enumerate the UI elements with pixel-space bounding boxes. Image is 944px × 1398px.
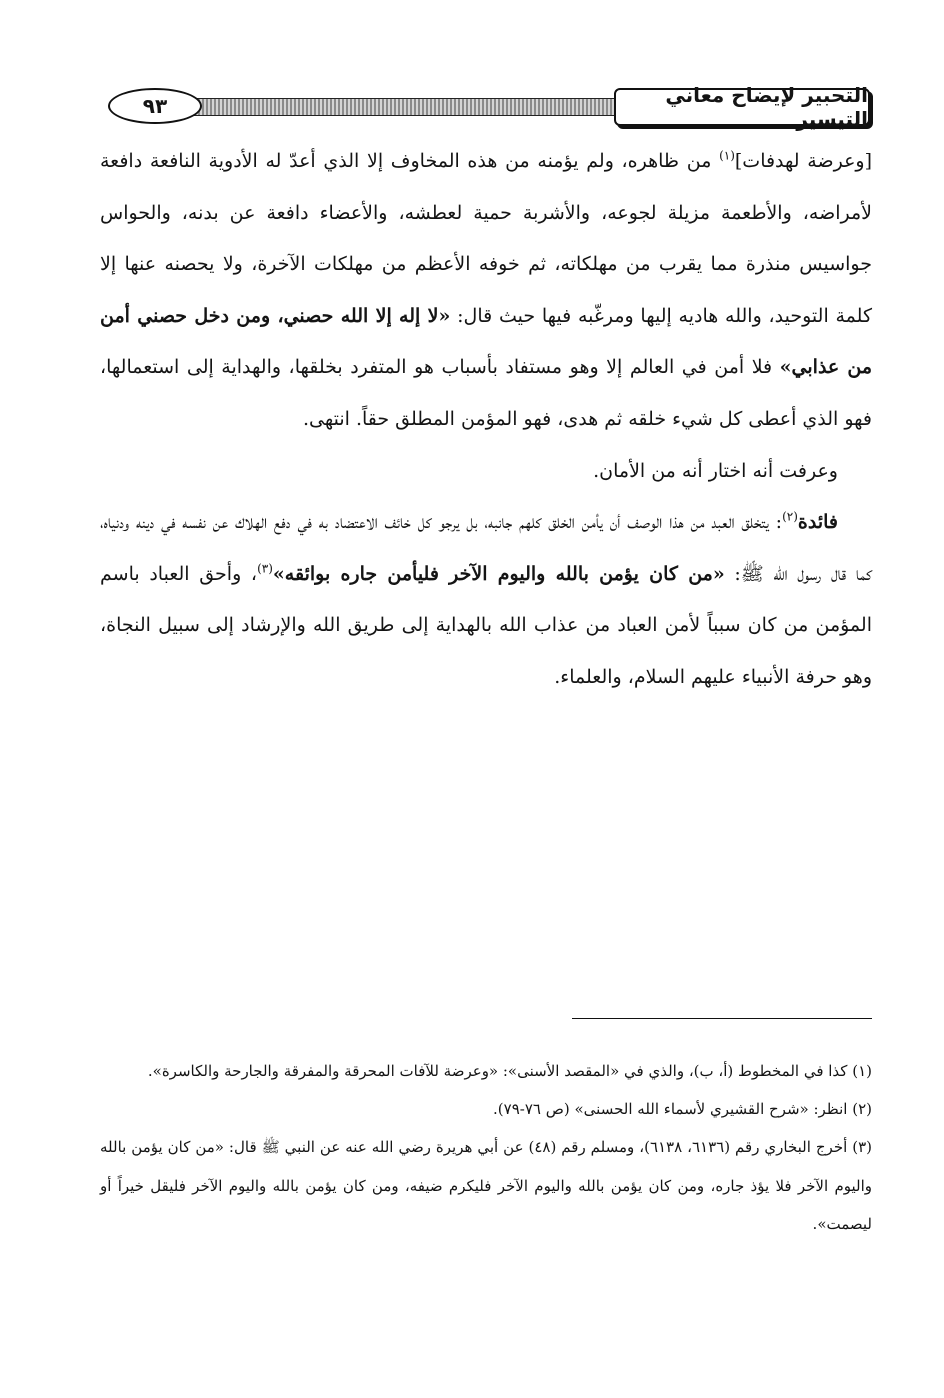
text-run: فلا أمن في العالم إلا وهو مستفاد بأسباب هو المتفرد بخلقها، والهداية إلى استعمالها، فهو الذي أعطى كل شيء خلقه ثم هدى، فهو المؤمن المطلق حقاً. انتهى. [100, 356, 872, 430]
footnote-ref-2: (٢) [782, 509, 798, 524]
paragraph-1 [100, 136, 872, 446]
footnote-ref-1: (١) [719, 148, 735, 163]
paragraph-2: وعرفت أنه اختار أنه من الأمان. [593, 459, 838, 482]
hadith-quote: «من كان يؤمن بالله واليوم الآخر فليأمن جاره بوائقه» [272, 562, 725, 585]
footnotes [100, 1052, 872, 1243]
page-header [100, 83, 870, 131]
running-title: التحبير لإيضاح معاني التيسير [614, 88, 870, 126]
text-run: : يتخلق العبد من هذا الوصف أن يأمن الخلق كلهم جانبه، بل يرجو كل خائف الاعتضاد به في دفع الهلاك عن نفسه في دينه ودنياه، كما قال رسول الله ﷺ: [100, 511, 873, 585]
text-run: ، وأحق العباد باسم المؤمن من كان سبباً لأمن العباد من عذاب الله بالهداية إلى طريق الله والإرشاد إلى سبيل النجاة، وهو حرفة الأنبياء عليهم السلام، والعلماء. [100, 562, 872, 688]
text-run: من ظاهره، ولم يؤمنه من هذه المخاوف إلا الذي أعدّ له الأدوية النافعة دافعة لأمراضه، والأطعمة مزيلة لجوعه، والأشربة حمية لعطشه، والأعضاء دافعة عن بدنه، والحواس جواسيس منذرة مما يقرب من مهلكاته، ثم خوفه الأعظم من مهلكات الآخرة، ولا يحصنه عنها إلا كلمة التوحيد، والله هاديه إليها ومرغّبه فيها حيث قال: [100, 150, 872, 327]
page-number: ٩٣ [108, 88, 202, 124]
footnote-1: (١) كذا في المخطوط (أ، ب)، والذي في «المقصد الأسنى»: «وعرضة للآفات المحرقة والمفرقة والجارحة والكاسرة». [147, 1062, 872, 1080]
hadith-quote: «لا إله إلا الله حصني، ومن دخل حصني أمن من عذابي» [100, 304, 873, 379]
footnote-ref-3: (٣) [257, 561, 273, 576]
text-run: [وعرضة لهدفات] [734, 150, 872, 172]
header-ornament-band [170, 98, 620, 116]
footnote-3: (٣) أخرج البخاري رقم (٦١٣٦، ٦١٣٨)، ومسلم رقم (٤٨) عن أبي هريرة رضي الله عنه عن النبي ﷺ قال: «من كان يؤمن بالله واليوم الآخر فلا يؤذ جاره، ومن كان يؤمن بالله واليوم الآخر فليكرم ضيفه، ومن كان يؤمن بالله واليوم الآخر فليقل خيراً أو ليصمت». [100, 1138, 873, 1233]
paragraph-3 [100, 497, 872, 703]
main-text [100, 136, 872, 704]
footnote-divider [572, 1018, 872, 1019]
footnote-2: (٢) انظر: «شرح القشيري لأسماء الله الحسنى» (ص ٧٦-٧٩). [493, 1100, 872, 1119]
benefit-label: فائدة [797, 511, 838, 534]
